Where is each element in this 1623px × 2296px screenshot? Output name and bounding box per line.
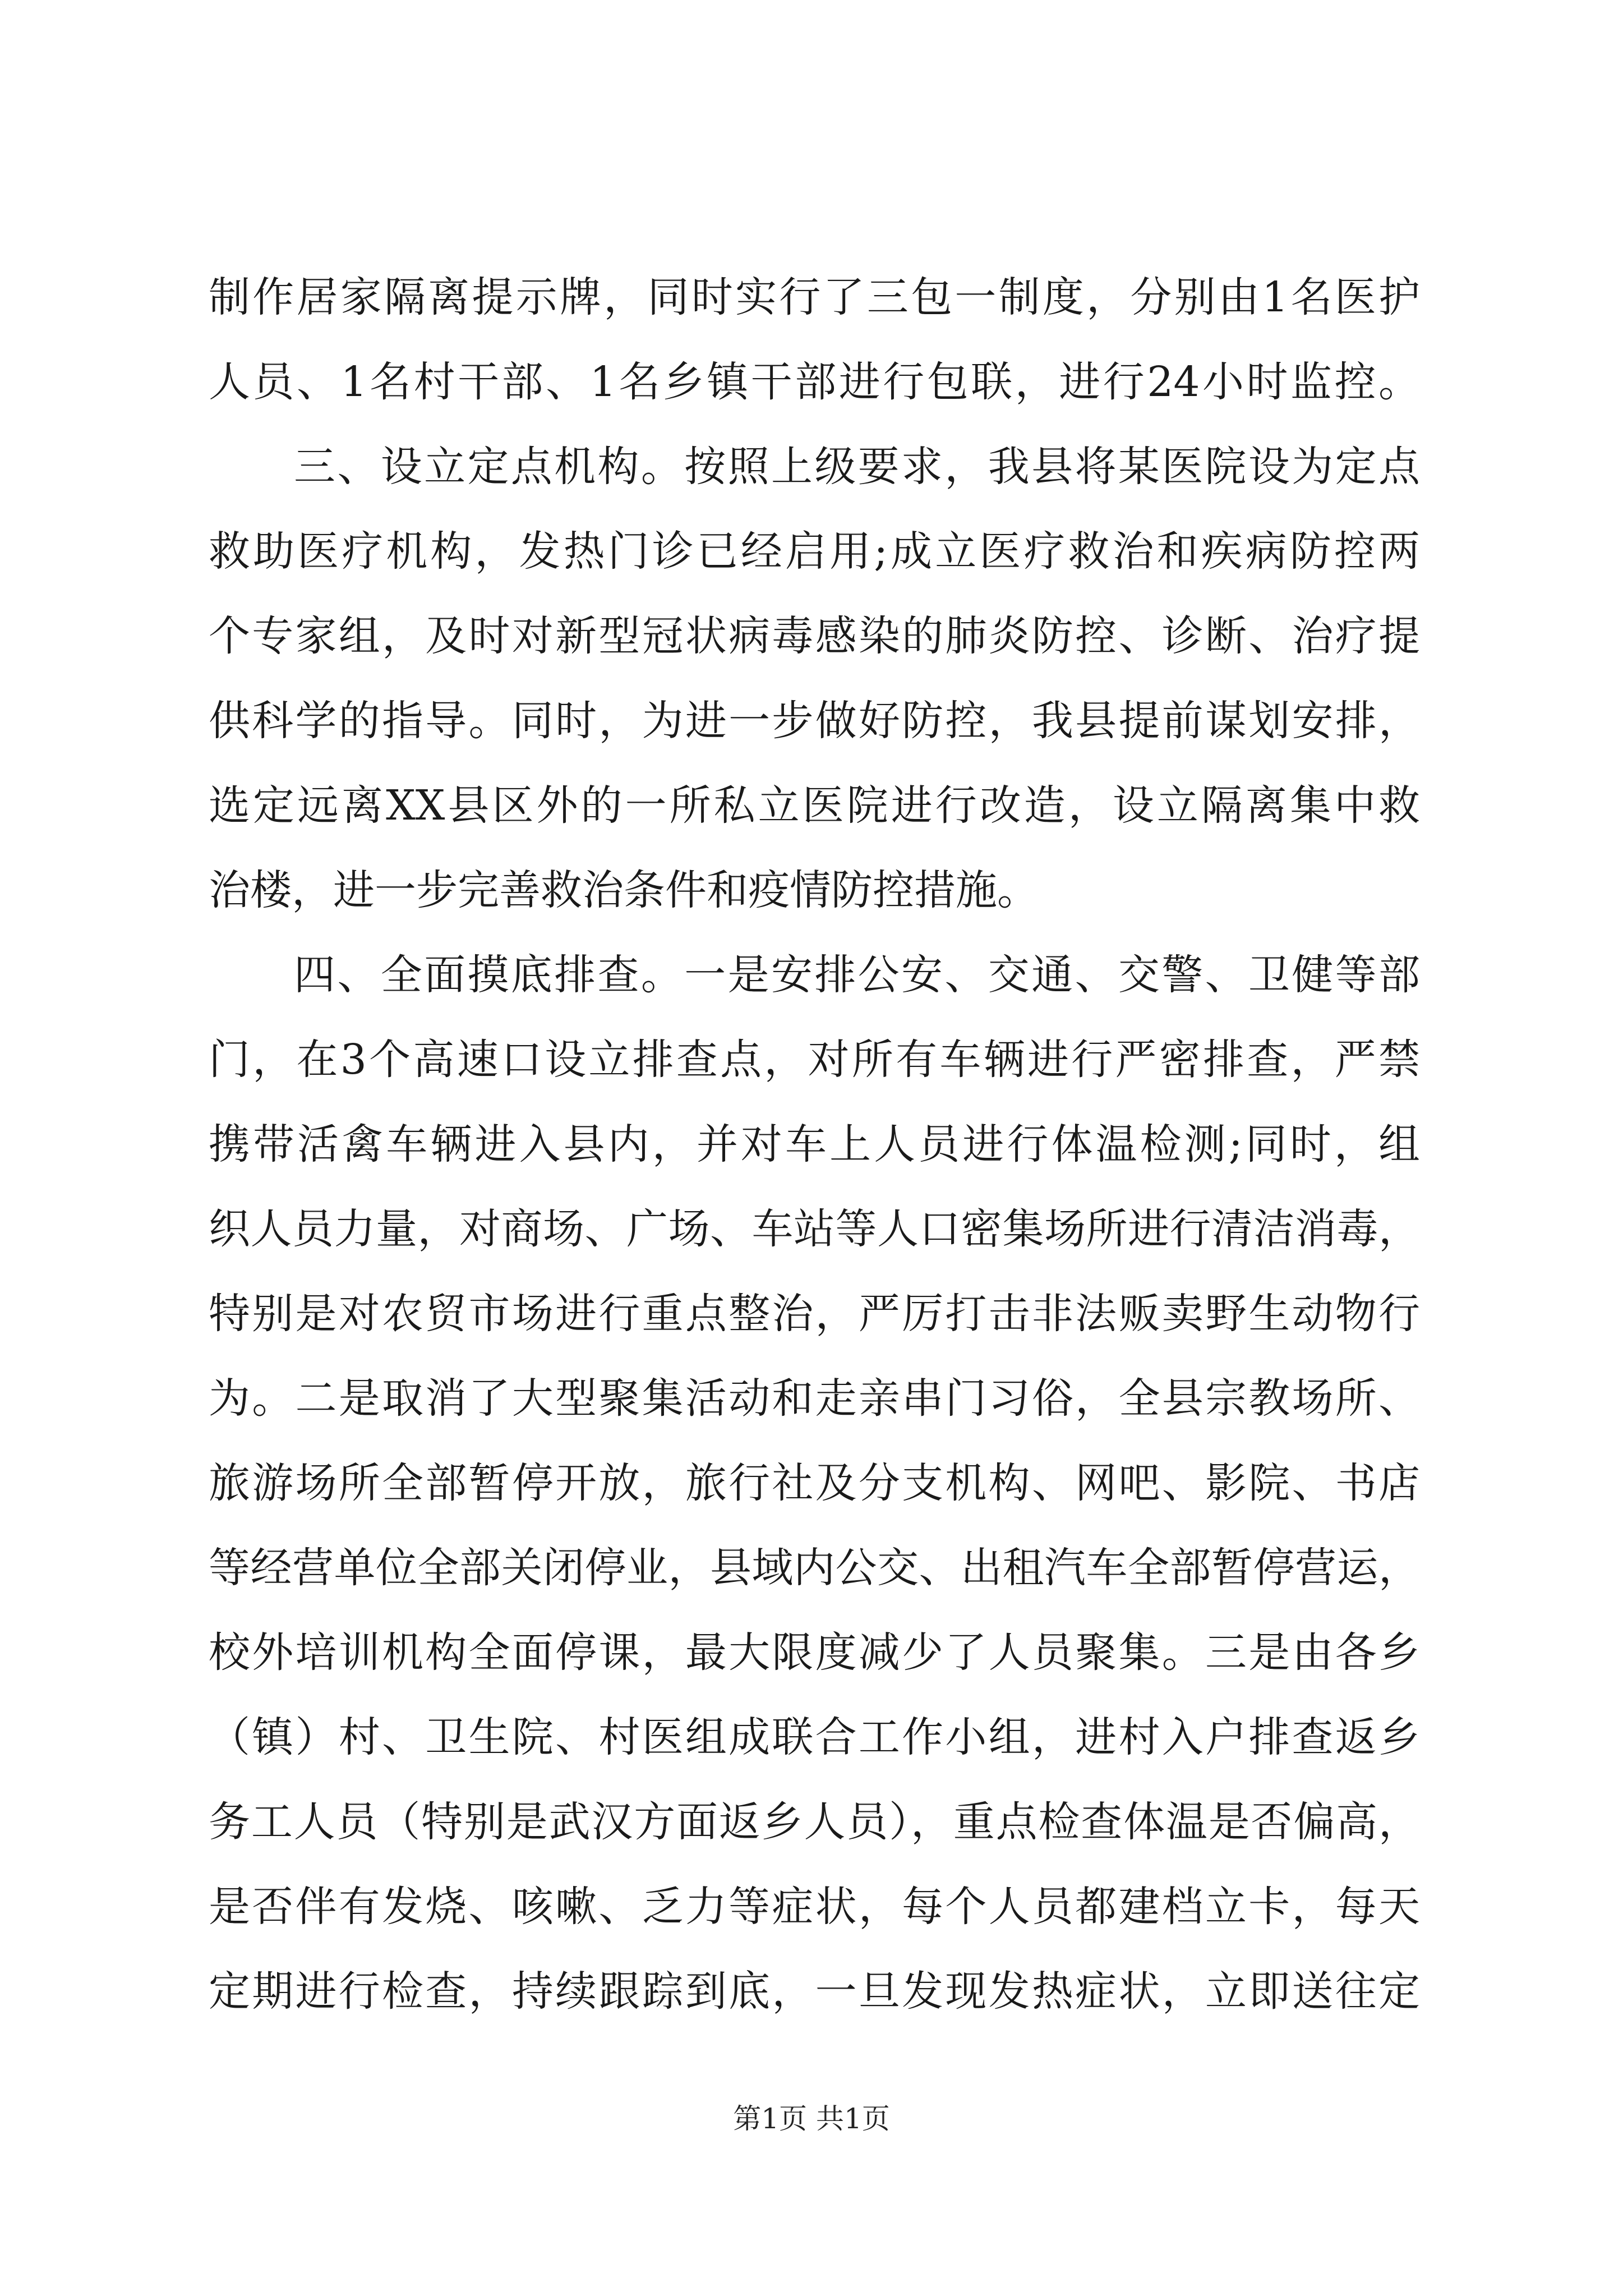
text-line: 选定远离XX县区外的一所私立医院进行改造，设立隔离集中救: [209, 781, 1420, 830]
text-line: 校外培训机构全面停课，最大限度减少了人员聚集。三是由各乡: [209, 1628, 1420, 1677]
text-line: 门，在3个高速口设立排查点，对所有车辆进行严密排查，严禁: [209, 1036, 1420, 1084]
text-line: 旅游场所全部暂停开放，旅行社及分支机构、网吧、影院、书店: [209, 1459, 1420, 1507]
text-line: 为。二是取消了大型聚集活动和走亲串门习俗，全县宗教场所、: [209, 1374, 1420, 1423]
text-line: 织人员力量，对商场、广场、车站等人口密集场所进行清洁消毒，: [209, 1205, 1420, 1253]
text-line: 供科学的指导。同时，为进一步做好防控，我县提前谋划安排，: [209, 697, 1420, 745]
text-line: 救助医疗机构，发热门诊已经启用;成立医疗救治和疾病防控两: [209, 527, 1420, 576]
page-number-footer: 第1页 共1页: [733, 2102, 890, 2135]
text-line: 特别是对农贸市场进行重点整治，严厉打击非法贩卖野生动物行: [209, 1290, 1420, 1338]
text-line: 定期进行检查，持续跟踪到底，一旦发现发热症状，立即送往定: [209, 1967, 1420, 2016]
section-heading-line: 三、设立定点机构。按照上级要求，我县将某医院设为定点: [294, 443, 1420, 491]
document-body: [209, 255, 1420, 2034]
text-line: 个专家组，及时对新型冠状病毒感染的肺炎防控、诊断、治疗提: [209, 612, 1420, 660]
section-heading-line: 四、全面摸底排查。一是安排公安、交通、交警、卫健等部: [294, 951, 1420, 999]
text-line: （镇）村、卫生院、村医组成联合工作小组，进村入户排查返乡: [209, 1713, 1420, 1761]
text-line: 携带活禽车辆进入县内，并对车上人员进行体温检测;同时，组: [209, 1120, 1420, 1168]
text-line: 制作居家隔离提示牌，同时实行了三包一制度，分别由1名医护: [209, 273, 1420, 321]
text-line: 是否伴有发烧、咳嗽、乏力等症状，每个人员都建档立卡，每天: [209, 1883, 1420, 1931]
text-line: 人员、1名村干部、1名乡镇干部进行包联，进行24小时监控。: [209, 358, 1420, 406]
text-line: 治楼，进一步完善救治条件和疫情防控措施。: [209, 866, 1039, 914]
text-line: 务工人员（特别是武汉方面返乡人员），重点检查体温是否偏高，: [209, 1798, 1420, 1846]
text-line: 等经营单位全部关闭停业，县域内公交、出租汽车全部暂停营运，: [209, 1544, 1420, 1592]
